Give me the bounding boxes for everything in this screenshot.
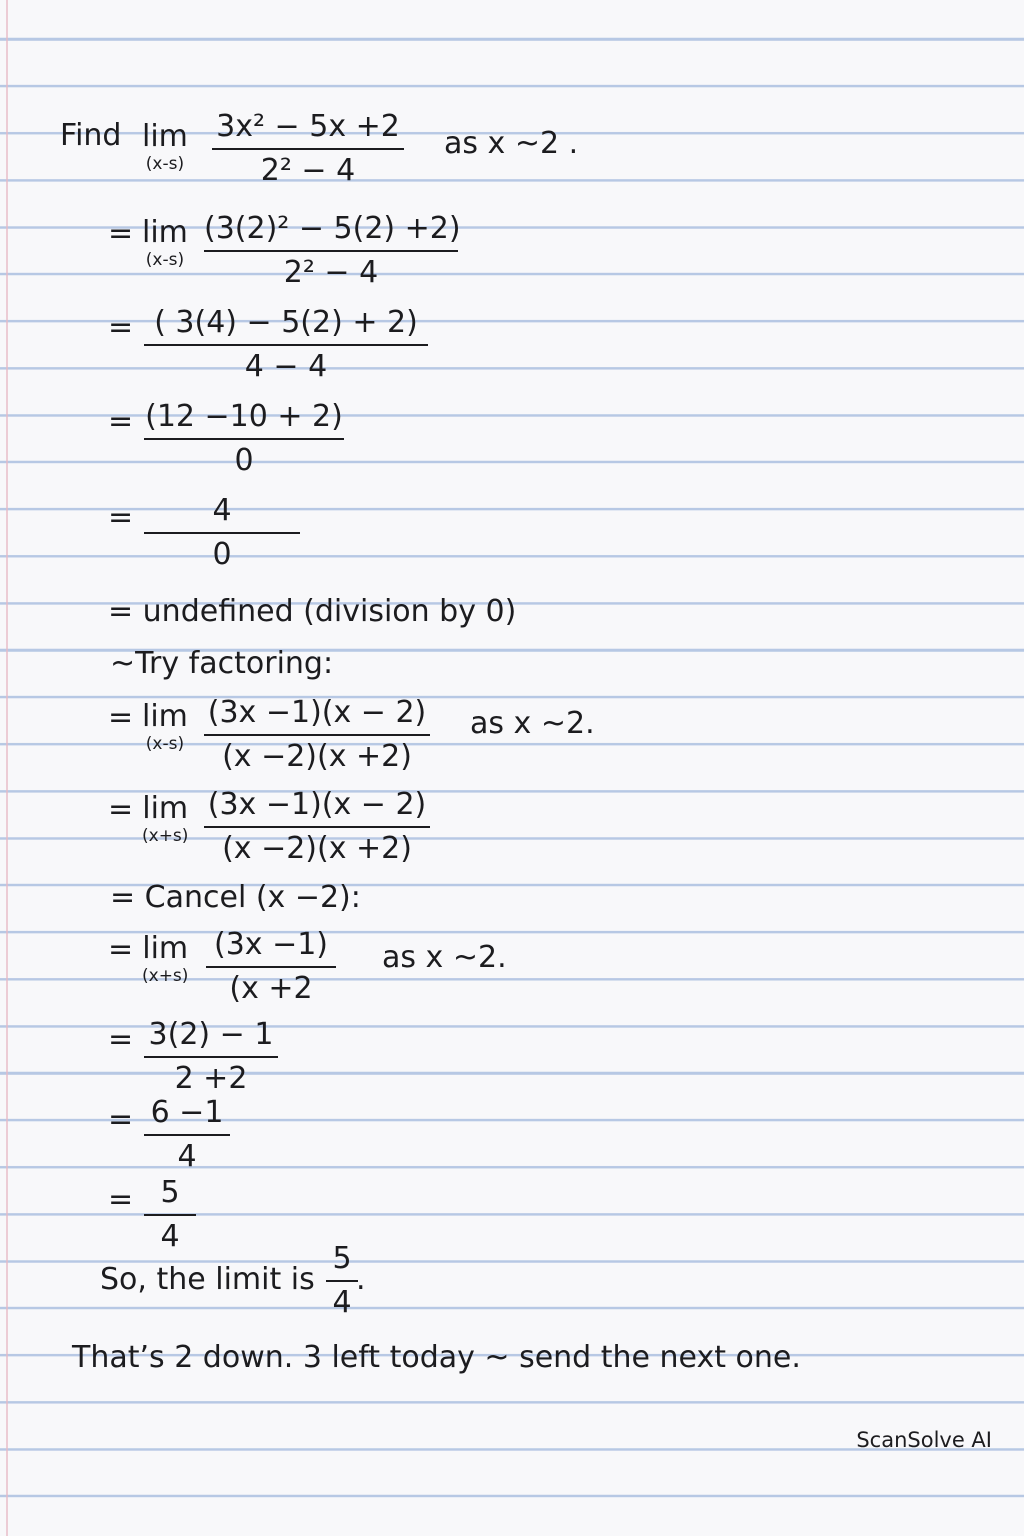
lim-word: lim [142,215,188,250]
fraction-denominator: 4 − 4 [244,349,328,384]
lim-subscript: (x+s) [142,966,189,986]
limit-operator [142,700,188,754]
equals-sign: = [108,1182,134,1217]
fraction-numerator: 5 [160,1175,180,1210]
fraction-numerator: (3x −1)(x − 2) [207,695,427,730]
lim-subscript: (x-s) [145,734,185,754]
conclusion-fraction [326,1240,358,1322]
limit-operator [142,932,188,986]
step-fraction [204,694,430,776]
cancel-line: = Cancel (x −2): [110,880,361,915]
scansolve-watermark: ScanSolve AI [856,1428,992,1452]
step-fraction [204,786,430,868]
lim-word: lim [142,791,189,826]
equals-sign: = [108,310,134,345]
fraction-numerator: 4 [212,493,232,528]
fraction-numerator: (12 −10 + 2) [145,399,343,434]
fraction-bar [144,532,300,534]
limit-operator [142,216,188,270]
fraction-bar [206,966,336,968]
fraction-bar [144,1056,278,1058]
conclusion-text: So, the limit is [100,1262,315,1297]
approach-note: as x ~2. [470,706,595,741]
try-factoring-line: ~Try factoring: [110,646,334,681]
fraction-bar [326,1280,358,1282]
equals-sign: = [108,500,134,535]
fraction-numerator: (3x −1)(x − 2) [207,787,427,822]
equals-sign: = [108,404,134,439]
problem-approach: as x ~2 . [444,126,579,161]
fraction-denominator: 2² − 4 [283,255,379,290]
lim-word: lim [142,699,188,734]
step-fraction [204,210,461,292]
fraction-denominator: 4 [177,1139,197,1174]
footer-note: That’s 2 down. 3 left today ~ send the next one. [72,1340,801,1375]
fraction-numerator: ( 3(4) − 5(2) + 2) [154,305,418,340]
fraction-bar [204,826,430,828]
fraction-bar [144,1214,196,1216]
approach-note: as x ~2. [382,940,507,975]
fraction-denominator: (x +2 [229,971,313,1006]
lim-subscript: (x-s) [145,154,185,174]
fraction-denominator: 2 +2 [174,1061,248,1096]
find-label: Find [60,118,122,153]
fraction-bar [144,344,428,346]
lim-word: lim [142,119,188,154]
equals-sign: = [108,700,134,735]
step-fraction [144,398,344,480]
lim-subscript: (x-s) [145,250,185,270]
fraction-numerator: 3(2) − 1 [148,1017,274,1052]
step-fraction [206,926,336,1008]
fraction-bar [212,148,404,150]
fraction-denominator: 4 [160,1219,180,1254]
fraction-denominator: 0 [212,537,232,572]
fraction-denominator: 0 [234,443,254,478]
step-fraction [144,304,428,386]
fraction-denominator: (x −2)(x +2) [222,739,412,774]
equals-sign: = [108,792,134,827]
fraction-denominator: 4 [332,1285,352,1320]
fraction-numerator: 6 −1 [150,1095,224,1130]
fraction-bar [204,250,458,252]
fraction-denominator: 2² − 4 [260,153,356,188]
margin-line [6,0,8,1536]
limit-operator [142,120,188,174]
fraction-numerator: (3x −1) [213,927,328,962]
equals-sign: = [108,216,134,251]
equals-sign: = [108,932,134,967]
step-fraction [144,1016,278,1098]
fraction-denominator: (x −2)(x +2) [222,831,412,866]
equals-sign: = [108,1102,134,1137]
fraction-numerator: 5 [332,1241,352,1276]
fraction-numerator: (3(2)² − 5(2) +2) [204,211,461,246]
step-fraction [144,1094,230,1176]
limit-operator [142,792,188,846]
conclusion-period: . [356,1262,366,1297]
lim-subscript: (x+s) [142,826,189,846]
fraction-numerator: 3x² − 5x +2 [216,109,400,144]
step-fraction [144,1174,196,1256]
equals-sign: = [108,1022,134,1057]
problem-fraction [212,108,404,190]
fraction-bar [144,438,344,440]
step-fraction [144,492,300,574]
fraction-bar [204,734,430,736]
undefined-line: = undefined (division by 0) [108,594,517,629]
lim-word: lim [142,931,189,966]
fraction-bar [144,1134,230,1136]
